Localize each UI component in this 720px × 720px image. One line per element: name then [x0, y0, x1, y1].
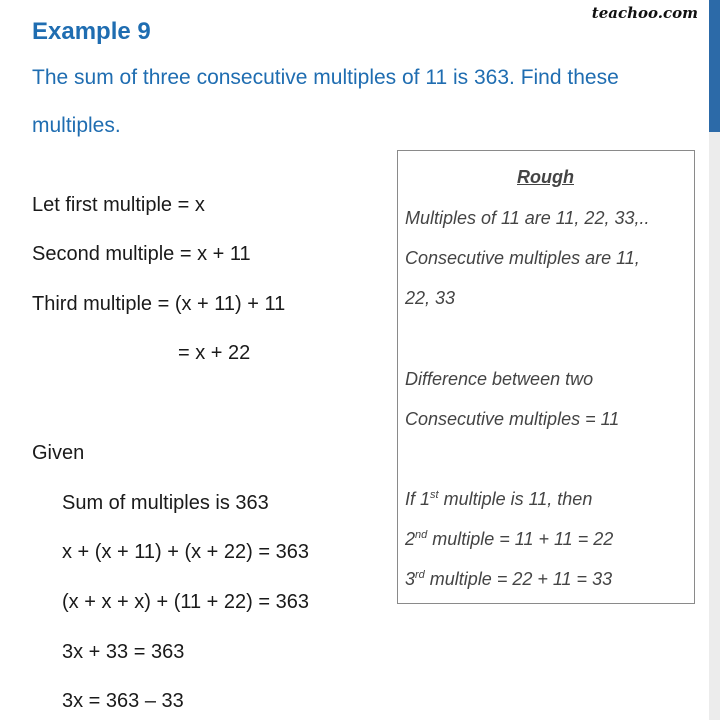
- solution-line: Sum of multiples is 363: [62, 492, 269, 514]
- ordinal-suffix: st: [430, 489, 439, 501]
- rough-line: Multiples of 11 are 11, 22, 33,..: [405, 208, 650, 228]
- rough-line: Difference between two: [405, 369, 594, 389]
- solution-line: 3x + 33 = 363: [62, 641, 185, 663]
- solution-line: (x + x + x) + (11 + 22) = 363: [62, 591, 309, 613]
- rough-line: [405, 529, 613, 550]
- solution-line: Let first multiple = x: [32, 194, 205, 216]
- rough-text: 3: [405, 569, 416, 589]
- solution-line: Third multiple = (x + 11) + 11: [32, 293, 286, 315]
- solution-line: = x + 22: [178, 342, 251, 364]
- teachoo-logo: teachoo.com: [591, 4, 698, 22]
- solution-line: 3x = 363 – 33: [62, 690, 184, 712]
- solution-line: Second multiple = x + 11: [32, 243, 251, 265]
- rough-line: [405, 569, 612, 590]
- rough-text: multiple = 22 + 11 = 33: [424, 569, 613, 589]
- ordinal-suffix: nd: [415, 529, 428, 541]
- question-line-1: The sum of three consecutive multiples of 11 is 363. Find these: [32, 66, 619, 89]
- rough-line: Consecutive multiples = 11: [405, 409, 620, 429]
- rough-text: multiple = 11 + 11 = 22: [427, 529, 614, 549]
- rough-line: 22, 33: [405, 288, 456, 308]
- scrollbar-thumb[interactable]: [709, 0, 720, 132]
- question-line-2: multiples.: [32, 114, 121, 137]
- rough-title: Rough: [517, 167, 574, 187]
- rough-line: Consecutive multiples are 11,: [405, 248, 640, 268]
- example-title: Example 9: [32, 18, 151, 45]
- solution-line: x + (x + 11) + (x + 22) = 363: [62, 541, 309, 563]
- rough-text: 2: [405, 529, 416, 549]
- rough-line: [405, 489, 592, 510]
- ordinal-suffix: rd: [415, 569, 425, 581]
- rough-text: If 1: [405, 489, 431, 509]
- scrollbar[interactable]: [709, 0, 720, 720]
- rough-text: multiple is 11, then: [438, 489, 593, 509]
- solution-line: Given: [32, 442, 85, 464]
